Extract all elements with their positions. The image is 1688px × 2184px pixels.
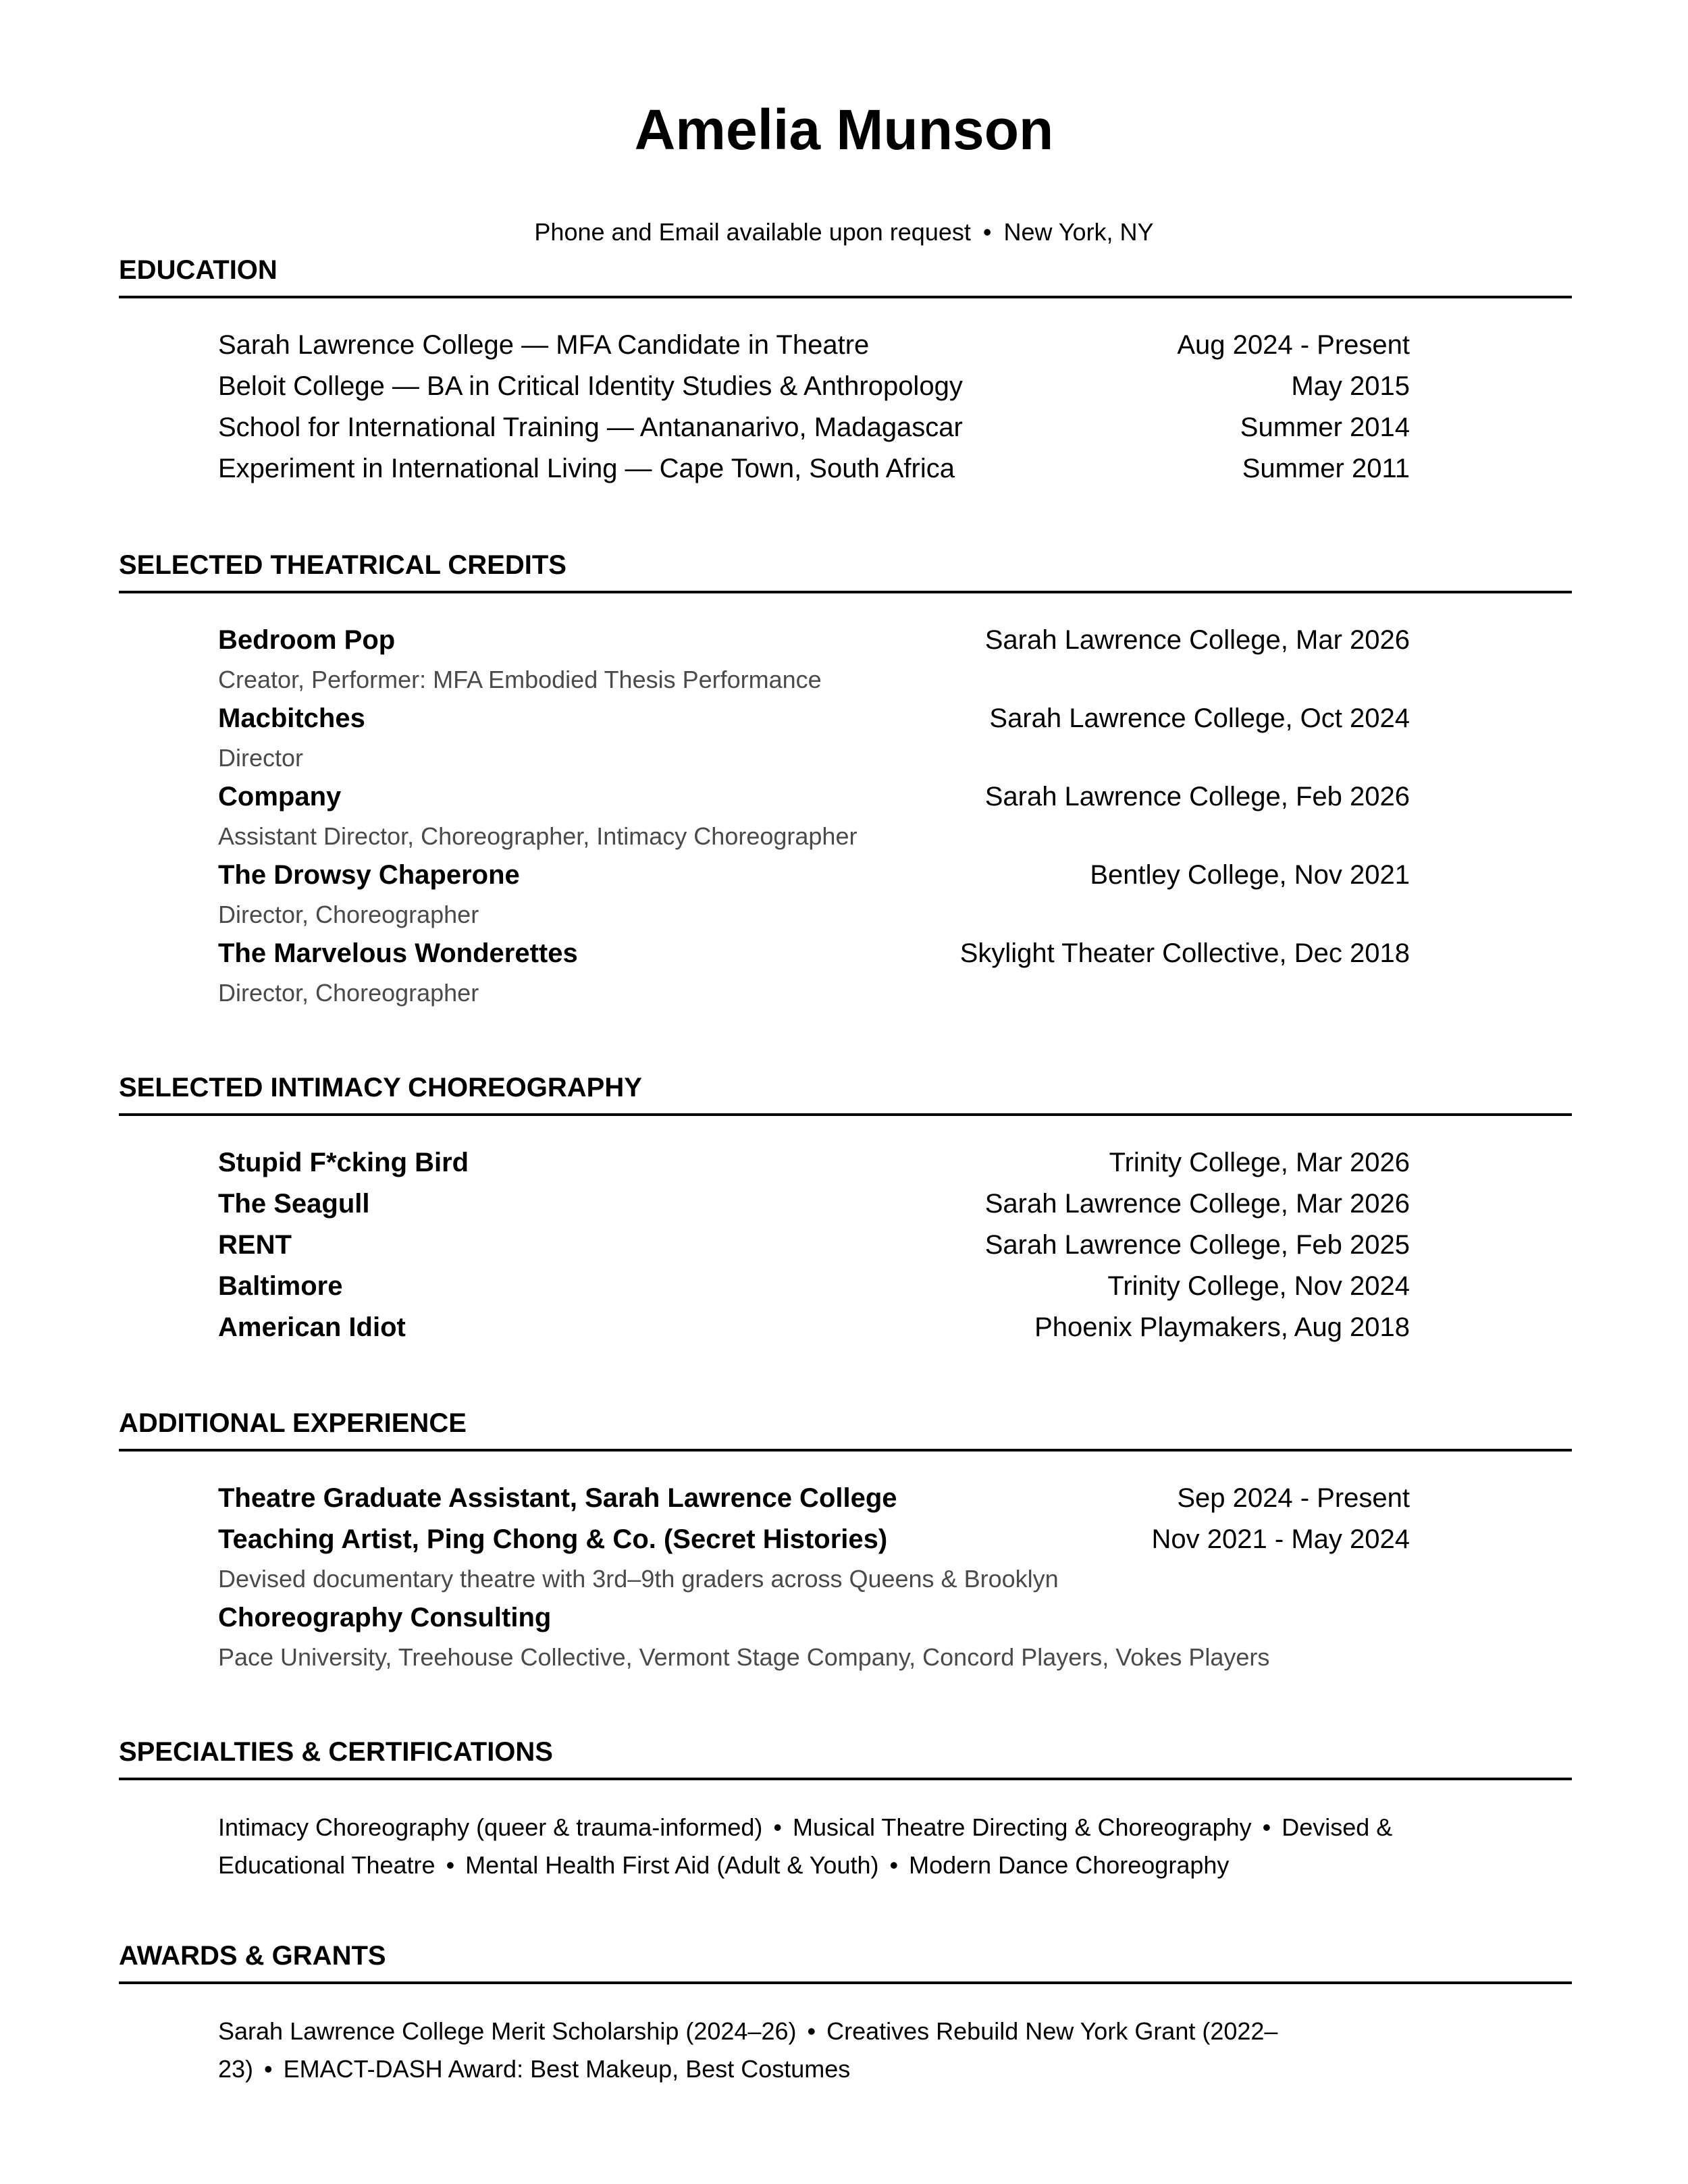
intimacy-title: Stupid F*cking Bird [218, 1148, 469, 1177]
credit-title: Company [218, 782, 342, 811]
contact-info: Phone and Email available upon request [534, 218, 971, 246]
intimacy-venue: Trinity College, Mar 2026 [1109, 1148, 1410, 1177]
education-date: Aug 2024 - Present [1177, 330, 1410, 360]
intimacy-row [218, 1225, 1410, 1266]
intimacy-venue: Sarah Lawrence College, Mar 2026 [984, 1189, 1410, 1219]
intimacy-venue: Phoenix Playmakers, Aug 2018 [1034, 1312, 1410, 1342]
credit-row [218, 776, 1410, 818]
specialty-item: Intimacy Choreography (queer & trauma-informed) [218, 1813, 763, 1841]
experience-title: Choreography Consulting [218, 1603, 552, 1632]
intimacy-row [218, 1142, 1410, 1183]
education-item [218, 448, 1410, 489]
education-school: Experiment in International Living — Cape Town, South Africa [218, 454, 955, 483]
intimacy-title: Baltimore [218, 1271, 343, 1301]
specialty-item: Mental Health First Aid (Adult & Youth) [465, 1851, 879, 1879]
experience-title: Teaching Artist, Ping Chong & Co. (Secret Histories) [218, 1524, 888, 1554]
theatrical-list [218, 620, 1410, 1011]
intimacy-row [218, 1266, 1410, 1307]
credit-title: Macbitches [218, 703, 365, 733]
additional-heading: ADDITIONAL EXPERIENCE [119, 1407, 1572, 1451]
specialties-text [218, 1809, 1413, 1884]
candidate-name: Amelia Munson [634, 98, 1054, 161]
experience-row [218, 1597, 1410, 1639]
contact-line [0, 217, 1688, 247]
specialty-item: Modern Dance Choreography [909, 1851, 1230, 1879]
intimacy-list [218, 1142, 1410, 1348]
experience-row [218, 1519, 1410, 1560]
education-date: Summer 2011 [1242, 454, 1410, 483]
credit-role: Assistant Director, Choreographer, Intimacy Choreographer [218, 822, 858, 850]
experience-dates: Sep 2024 - Present [1177, 1483, 1410, 1513]
credit-title: The Drowsy Chaperone [218, 860, 520, 890]
education-school: Beloit College — BA in Critical Identity Studies & Anthropology [218, 371, 963, 401]
experience-dates: Nov 2021 - May 2024 [1151, 1524, 1410, 1554]
education-date: May 2015 [1291, 371, 1410, 401]
credit-venue: Sarah Lawrence College, Mar 2026 [984, 625, 1410, 655]
awards-heading: AWARDS & GRANTS [119, 1940, 1572, 1984]
credit-row [218, 855, 1410, 896]
credit-role: Director [218, 744, 304, 772]
specialty-item: Devised & Educational Theatre [218, 1813, 1393, 1879]
bullet-separator: • [807, 2017, 816, 2045]
experience-title: Theatre Graduate Assistant, Sarah Lawrence College [218, 1483, 897, 1513]
experience-row [218, 1478, 1410, 1519]
intimacy-heading: SELECTED INTIMACY CHOREOGRAPHY [119, 1071, 1572, 1116]
credit-title: The Marvelous Wonderettes [218, 938, 578, 968]
credit-venue: Sarah Lawrence College, Oct 2024 [989, 703, 1410, 733]
intimacy-venue: Trinity College, Nov 2024 [1107, 1271, 1410, 1301]
credit-role: Creator, Performer: MFA Embodied Thesis Performance [218, 666, 822, 693]
contact-separator: • [982, 218, 992, 246]
bullet-separator: • [773, 1813, 782, 1841]
location: New York, NY [1003, 218, 1154, 246]
intimacy-venue: Sarah Lawrence College, Feb 2025 [984, 1230, 1410, 1260]
credit-row [218, 620, 1410, 661]
intimacy-title: The Seagull [218, 1189, 370, 1219]
award-item: Creatives Rebuild New York Grant (2022–23) [218, 2017, 1278, 2083]
award-item: Sarah Lawrence College Merit Scholarship (2024–26) [218, 2017, 797, 2045]
intimacy-row [218, 1307, 1410, 1348]
education-date: Summer 2014 [1240, 412, 1410, 442]
credit-role: Director, Choreographer [218, 979, 479, 1007]
education-item [218, 407, 1410, 448]
education-item [218, 325, 1410, 366]
additional-list [218, 1478, 1410, 1676]
bullet-separator: • [1262, 1813, 1271, 1841]
specialties-heading: SPECIALTIES & CERTIFICATIONS [119, 1736, 1572, 1780]
experience-note: Devised documentary theatre with 3rd–9th graders across Queens & Brooklyn [218, 1565, 1059, 1593]
awards-list [218, 2013, 1410, 2088]
intimacy-title: RENT [218, 1230, 292, 1260]
intimacy-title: American Idiot [218, 1312, 406, 1342]
education-heading: EDUCATION [119, 254, 1572, 298]
education-school: School for International Training — Antananarivo, Madagascar [218, 412, 963, 442]
education-school: Sarah Lawrence College — MFA Candidate in Theatre [218, 330, 870, 360]
theatrical-heading: SELECTED THEATRICAL CREDITS [119, 549, 1572, 593]
bullet-separator: • [446, 1851, 455, 1879]
credit-venue: Sarah Lawrence College, Feb 2026 [984, 782, 1410, 811]
credit-venue: Skylight Theater Collective, Dec 2018 [959, 938, 1410, 968]
education-item [218, 366, 1410, 407]
credit-row [218, 698, 1410, 739]
awards-text [218, 2013, 1413, 2088]
bullet-separator: • [889, 1851, 899, 1879]
award-item: EMACT-DASH Award: Best Makeup, Best Costumes [283, 2055, 851, 2083]
credit-role: Director, Choreographer [218, 901, 479, 928]
experience-note: Pace University, Treehouse Collective, Vermont Stage Company, Concord Players, Vokes Players [218, 1643, 1270, 1671]
education-list [218, 325, 1410, 489]
intimacy-row [218, 1183, 1410, 1225]
specialty-item: Musical Theatre Directing & Choreography [792, 1813, 1252, 1841]
credit-title: Bedroom Pop [218, 625, 396, 655]
specialties-list [218, 1809, 1410, 1884]
credit-row [218, 933, 1410, 974]
credit-venue: Bentley College, Nov 2021 [1090, 860, 1410, 890]
bullet-separator: • [264, 2055, 273, 2083]
